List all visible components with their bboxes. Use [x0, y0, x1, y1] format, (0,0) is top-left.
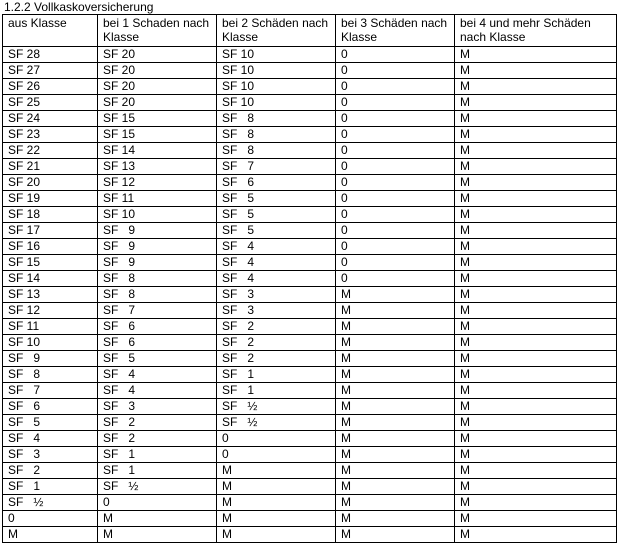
after-3-claims-cell: 0 [336, 63, 455, 79]
after-3-claims-cell: 0 [336, 207, 455, 223]
after-4-plus-claims-cell: M [455, 95, 617, 111]
from-class-cell: SF 2 [3, 463, 98, 479]
after-4-plus-claims-cell: M [455, 303, 617, 319]
after-3-claims-cell: M [336, 319, 455, 335]
after-2-claims-cell: SF 2 [217, 335, 336, 351]
after-1-claim-cell: SF 20 [98, 47, 217, 63]
after-2-claims-cell: SF 3 [217, 287, 336, 303]
table-row [3, 191, 617, 207]
after-3-claims-cell: M [336, 495, 455, 511]
after-2-claims-cell: SF 7 [217, 159, 336, 175]
from-class-cell: SF 12 [3, 303, 98, 319]
table-row [3, 303, 617, 319]
after-1-claim-cell: SF 6 [98, 335, 217, 351]
table-row [3, 271, 617, 287]
after-4-plus-claims-cell: M [455, 431, 617, 447]
table-row [3, 479, 617, 495]
from-class-cell: SF 19 [3, 191, 98, 207]
table-row [3, 255, 617, 271]
table-row [3, 95, 617, 111]
after-3-claims-cell: M [336, 415, 455, 431]
after-4-plus-claims-cell: M [455, 351, 617, 367]
after-1-claim-cell: 0 [98, 495, 217, 511]
sf-class-table [2, 14, 617, 543]
from-class-cell: SF 26 [3, 79, 98, 95]
table-row [3, 47, 617, 63]
from-class-cell: SF 27 [3, 63, 98, 79]
table-row [3, 431, 617, 447]
after-1-claim-cell: SF 4 [98, 383, 217, 399]
after-3-claims-cell: M [336, 479, 455, 495]
after-2-claims-cell: SF 2 [217, 319, 336, 335]
after-4-plus-claims-cell: M [455, 463, 617, 479]
after-4-plus-claims-cell: M [455, 143, 617, 159]
after-4-plus-claims-cell: M [455, 511, 617, 527]
after-1-claim-cell: SF 11 [98, 191, 217, 207]
after-3-claims-cell: M [336, 431, 455, 447]
after-1-claim-cell: SF ½ [98, 479, 217, 495]
from-class-cell: SF 17 [3, 223, 98, 239]
table-row [3, 367, 617, 383]
from-class-cell: SF 20 [3, 175, 98, 191]
table-row [3, 287, 617, 303]
after-2-claims-cell: SF 6 [217, 175, 336, 191]
from-class-cell: 0 [3, 511, 98, 527]
after-1-claim-cell: SF 9 [98, 239, 217, 255]
after-4-plus-claims-cell: M [455, 399, 617, 415]
table-row [3, 175, 617, 191]
after-3-claims-cell: M [336, 399, 455, 415]
after-2-claims-cell: SF 1 [217, 367, 336, 383]
column-header-after-2-claims: bei 2 Schäden nach Klasse [217, 15, 336, 47]
table-row [3, 447, 617, 463]
after-3-claims-cell: M [336, 527, 455, 543]
after-1-claim-cell: SF 1 [98, 463, 217, 479]
after-2-claims-cell: SF ½ [217, 415, 336, 431]
after-3-claims-cell: M [336, 511, 455, 527]
from-class-cell: SF 18 [3, 207, 98, 223]
after-4-plus-claims-cell: M [455, 175, 617, 191]
table-row [3, 511, 617, 527]
table-row [3, 111, 617, 127]
from-class-cell: SF 7 [3, 383, 98, 399]
after-4-plus-claims-cell: M [455, 367, 617, 383]
after-2-claims-cell: SF 4 [217, 255, 336, 271]
after-3-claims-cell: 0 [336, 79, 455, 95]
table-row [3, 495, 617, 511]
column-header-after-4-plus-claims: bei 4 und mehr Schäden nach Klasse [455, 15, 617, 47]
table-row [3, 223, 617, 239]
after-2-claims-cell: SF 1 [217, 383, 336, 399]
after-1-claim-cell: SF 20 [98, 63, 217, 79]
after-2-claims-cell: M [217, 527, 336, 543]
after-1-claim-cell: SF 9 [98, 255, 217, 271]
table-row [3, 159, 617, 175]
after-1-claim-cell: SF 1 [98, 447, 217, 463]
from-class-cell: SF 24 [3, 111, 98, 127]
after-2-claims-cell: SF 5 [217, 207, 336, 223]
after-2-claims-cell: SF ½ [217, 399, 336, 415]
after-2-claims-cell: SF 10 [217, 63, 336, 79]
from-class-cell: SF 1 [3, 479, 98, 495]
from-class-cell: SF 10 [3, 335, 98, 351]
after-3-claims-cell: 0 [336, 143, 455, 159]
after-1-claim-cell: SF 7 [98, 303, 217, 319]
after-1-claim-cell: SF 2 [98, 415, 217, 431]
after-3-claims-cell: M [336, 335, 455, 351]
after-4-plus-claims-cell: M [455, 207, 617, 223]
table-row [3, 239, 617, 255]
after-2-claims-cell: SF 5 [217, 191, 336, 207]
after-3-claims-cell: M [336, 383, 455, 399]
after-4-plus-claims-cell: M [455, 191, 617, 207]
after-2-claims-cell: SF 4 [217, 271, 336, 287]
after-4-plus-claims-cell: M [455, 127, 617, 143]
after-4-plus-claims-cell: M [455, 255, 617, 271]
after-3-claims-cell: 0 [336, 95, 455, 111]
after-2-claims-cell: M [217, 463, 336, 479]
from-class-cell: SF 9 [3, 351, 98, 367]
section-heading: 1.2.2 Vollkaskoversicherung [4, 0, 154, 14]
after-4-plus-claims-cell: M [455, 527, 617, 543]
after-3-claims-cell: M [336, 367, 455, 383]
after-1-claim-cell: SF 14 [98, 143, 217, 159]
column-header-after-3-claims: bei 3 Schäden nach Klasse [336, 15, 455, 47]
after-4-plus-claims-cell: M [455, 335, 617, 351]
from-class-cell: SF 15 [3, 255, 98, 271]
after-1-claim-cell: SF 15 [98, 127, 217, 143]
after-1-claim-cell: SF 15 [98, 111, 217, 127]
after-4-plus-claims-cell: M [455, 223, 617, 239]
after-2-claims-cell: SF 8 [217, 111, 336, 127]
after-4-plus-claims-cell: M [455, 319, 617, 335]
from-class-cell: SF 8 [3, 367, 98, 383]
table-row [3, 79, 617, 95]
from-class-cell: SF 23 [3, 127, 98, 143]
after-1-claim-cell: SF 20 [98, 79, 217, 95]
after-1-claim-cell: M [98, 511, 217, 527]
after-1-claim-cell: SF 10 [98, 207, 217, 223]
after-1-claim-cell: M [98, 527, 217, 543]
after-2-claims-cell: SF 10 [217, 47, 336, 63]
after-3-claims-cell: 0 [336, 47, 455, 63]
from-class-cell: SF 4 [3, 431, 98, 447]
from-class-cell: SF 14 [3, 271, 98, 287]
from-class-cell: SF 28 [3, 47, 98, 63]
after-3-claims-cell: 0 [336, 223, 455, 239]
table-row [3, 335, 617, 351]
table-row [3, 351, 617, 367]
table-row [3, 463, 617, 479]
from-class-cell: SF 21 [3, 159, 98, 175]
table-row [3, 319, 617, 335]
after-1-claim-cell: SF 6 [98, 319, 217, 335]
after-3-claims-cell: 0 [336, 175, 455, 191]
after-4-plus-claims-cell: M [455, 111, 617, 127]
table-row [3, 527, 617, 543]
after-2-claims-cell: 0 [217, 431, 336, 447]
after-3-claims-cell: 0 [336, 255, 455, 271]
from-class-cell: SF 13 [3, 287, 98, 303]
after-1-claim-cell: SF 2 [98, 431, 217, 447]
from-class-cell: SF 6 [3, 399, 98, 415]
after-2-claims-cell: M [217, 495, 336, 511]
after-1-claim-cell: SF 9 [98, 223, 217, 239]
after-3-claims-cell: M [336, 447, 455, 463]
after-2-claims-cell: SF 8 [217, 143, 336, 159]
after-2-claims-cell: SF 10 [217, 95, 336, 111]
after-2-claims-cell: M [217, 479, 336, 495]
after-2-claims-cell: SF 2 [217, 351, 336, 367]
after-2-claims-cell: SF 10 [217, 79, 336, 95]
after-3-claims-cell: M [336, 303, 455, 319]
after-4-plus-claims-cell: M [455, 79, 617, 95]
after-3-claims-cell: M [336, 463, 455, 479]
after-3-claims-cell: 0 [336, 159, 455, 175]
from-class-cell: SF 22 [3, 143, 98, 159]
after-3-claims-cell: 0 [336, 239, 455, 255]
after-4-plus-claims-cell: M [455, 383, 617, 399]
after-1-claim-cell: SF 8 [98, 271, 217, 287]
table-body [3, 47, 617, 543]
table-row [3, 383, 617, 399]
after-3-claims-cell: 0 [336, 191, 455, 207]
after-3-claims-cell: M [336, 287, 455, 303]
after-4-plus-claims-cell: M [455, 415, 617, 431]
after-2-claims-cell: SF 5 [217, 223, 336, 239]
from-class-cell: SF 16 [3, 239, 98, 255]
after-3-claims-cell: M [336, 351, 455, 367]
table-row [3, 127, 617, 143]
table-row [3, 63, 617, 79]
after-2-claims-cell: SF 4 [217, 239, 336, 255]
table-row [3, 399, 617, 415]
table-row [3, 143, 617, 159]
after-1-claim-cell: SF 3 [98, 399, 217, 415]
after-2-claims-cell: 0 [217, 447, 336, 463]
table-row [3, 415, 617, 431]
after-4-plus-claims-cell: M [455, 159, 617, 175]
from-class-cell: SF 11 [3, 319, 98, 335]
after-1-claim-cell: SF 13 [98, 159, 217, 175]
after-1-claim-cell: SF 5 [98, 351, 217, 367]
from-class-cell: M [3, 527, 98, 543]
after-4-plus-claims-cell: M [455, 479, 617, 495]
column-header-after-1-claim: bei 1 Schaden nach Klasse [98, 15, 217, 47]
header-row [3, 15, 617, 47]
after-1-claim-cell: SF 8 [98, 287, 217, 303]
after-4-plus-claims-cell: M [455, 63, 617, 79]
after-3-claims-cell: 0 [336, 111, 455, 127]
column-header-from-class: aus Klasse [3, 15, 98, 47]
after-4-plus-claims-cell: M [455, 239, 617, 255]
from-class-cell: SF ½ [3, 495, 98, 511]
from-class-cell: SF 5 [3, 415, 98, 431]
from-class-cell: SF 25 [3, 95, 98, 111]
after-4-plus-claims-cell: M [455, 447, 617, 463]
after-2-claims-cell: M [217, 511, 336, 527]
after-4-plus-claims-cell: M [455, 495, 617, 511]
after-4-plus-claims-cell: M [455, 287, 617, 303]
after-4-plus-claims-cell: M [455, 271, 617, 287]
after-3-claims-cell: 0 [336, 271, 455, 287]
after-2-claims-cell: SF 3 [217, 303, 336, 319]
after-2-claims-cell: SF 8 [217, 127, 336, 143]
after-4-plus-claims-cell: M [455, 47, 617, 63]
table-row [3, 207, 617, 223]
from-class-cell: SF 3 [3, 447, 98, 463]
table-header [3, 15, 617, 47]
after-3-claims-cell: 0 [336, 127, 455, 143]
after-1-claim-cell: SF 12 [98, 175, 217, 191]
after-1-claim-cell: SF 20 [98, 95, 217, 111]
after-1-claim-cell: SF 4 [98, 367, 217, 383]
